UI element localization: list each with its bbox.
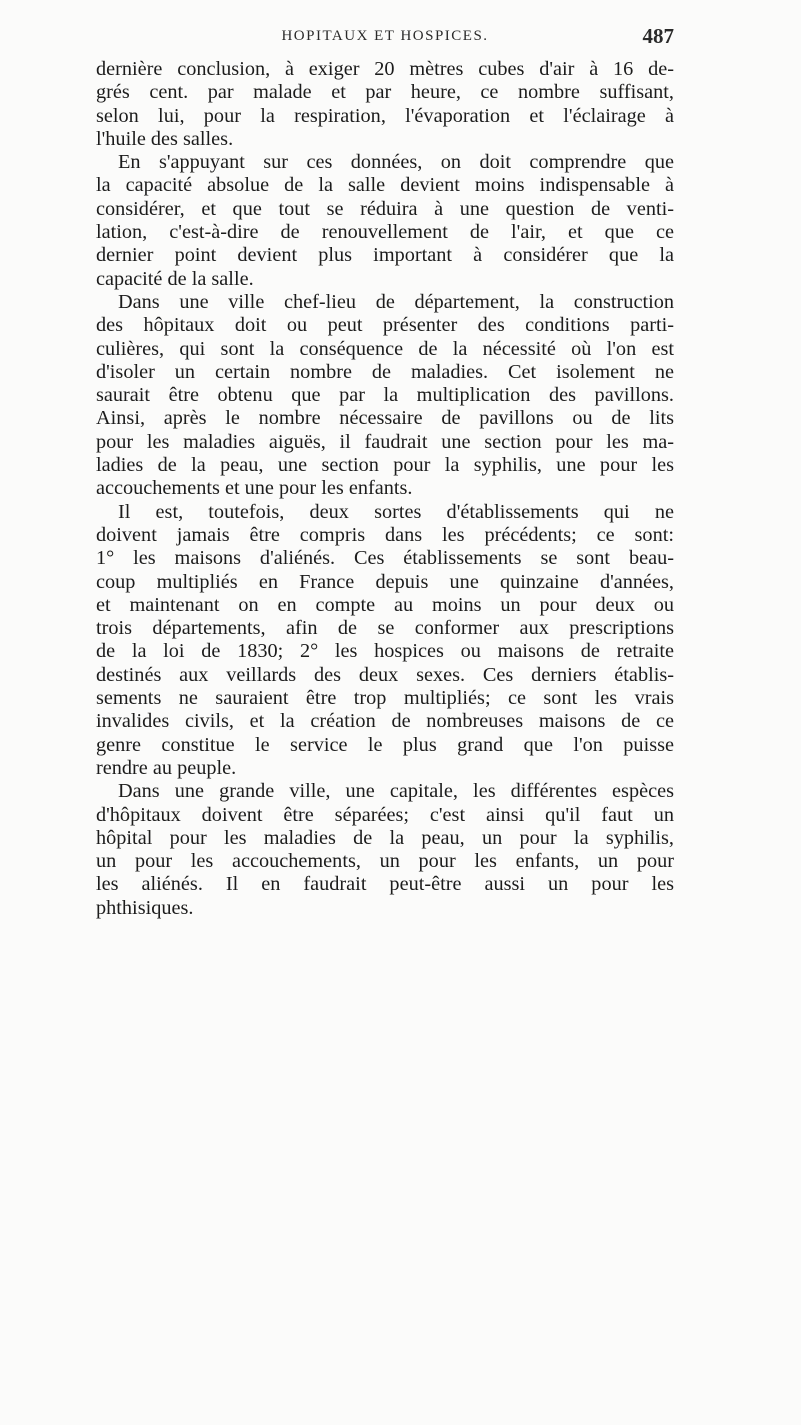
text-line: et maintenant on en compte au moins un pour deux ou (96, 593, 674, 616)
text-line: saurait être obtenu que par la multiplication des pavillons. (96, 384, 674, 407)
text-line: Il est, toutefois, deux sortes d'établissements qui ne (118, 500, 674, 523)
text-line: l'huile des salles. (96, 127, 234, 150)
text-line: coup multipliés en France depuis une quinzaine d'années, (96, 570, 674, 593)
running-title: HOPITAUX ET HOSPICES. (281, 28, 489, 44)
text-line: d'isoler un certain nombre de maladies. Cet isolement ne (96, 360, 674, 383)
text-line: phthisiques. (96, 896, 194, 919)
text-line: dernier point devient plus important à considérer que la (96, 244, 674, 267)
text-line: invalides civils, et la création de nombreuses maisons de ce (96, 710, 674, 733)
text-line: considérer, et que tout se réduira à une question de venti- (96, 197, 674, 220)
text-line: des hôpitaux doit ou peut présenter des conditions parti- (96, 314, 674, 337)
text-line: 1° les maisons d'aliénés. Ces établissements se sont beau- (96, 547, 674, 570)
text-line: selon lui, pour la respiration, l'évaporation et l'éclairage à (96, 104, 674, 127)
page-header (96, 24, 674, 56)
text-line: grés cent. par malade et par heure, ce nombre suffisant, (96, 81, 674, 104)
text-line: sements ne sauraient être trop multipliés; ce sont les vrais (96, 687, 674, 710)
text-line: lation, c'est-à-dire de renouvellement de l'air, et que ce (96, 221, 674, 244)
text-line: destinés aux veillards des deux sexes. Ces derniers établis- (96, 663, 674, 686)
text-line: capacité de la salle. (96, 267, 254, 290)
text-line: les aliénés. Il en faudrait peut-être aussi un pour les (96, 873, 674, 896)
text-line: hôpital pour les maladies de la peau, un pour la syphilis, (96, 826, 674, 849)
text-line: d'hôpitaux doivent être séparées; c'est ainsi qu'il faut un (96, 803, 674, 826)
text-line: Ainsi, après le nombre nécessaire de pavillons ou de lits (96, 407, 674, 430)
text-line: rendre au peuple. (96, 756, 237, 779)
text-line: accouchements et une pour les enfants. (96, 477, 413, 500)
text-line: Dans une ville chef-lieu de département, la construction (118, 290, 674, 313)
text-line: la capacité absolue de la salle devient moins indispensable à (96, 174, 674, 197)
text-line: pour les maladies aiguës, il faudrait une section pour les ma- (96, 430, 674, 453)
text-line: dernière conclusion, à exiger 20 mètres cubes d'air à 16 de- (96, 58, 674, 80)
text-line: trois départements, afin de se conformer aux prescriptions (96, 617, 674, 640)
page-number: 487 (642, 24, 674, 48)
text-line: En s'appuyant sur ces données, on doit comprendre que (118, 151, 674, 174)
text-line: genre constitue le service le plus grand que l'on puisse (96, 733, 674, 756)
text-line: Dans une grande ville, une capitale, les différentes espèces (118, 780, 674, 803)
text-line: de la loi de 1830; 2° les hospices ou maisons de retraite (96, 640, 674, 663)
text-line: culières, qui sont la conséquence de la nécessité où l'on est (96, 337, 674, 360)
text-line: ladies de la peau, une section pour la syphilis, une pour les (96, 454, 674, 477)
body-text (96, 58, 674, 920)
text-line: doivent jamais être compris dans les précédents; ce sont: (96, 523, 674, 546)
text-line: un pour les accouchements, un pour les enfants, un pour (96, 850, 674, 873)
